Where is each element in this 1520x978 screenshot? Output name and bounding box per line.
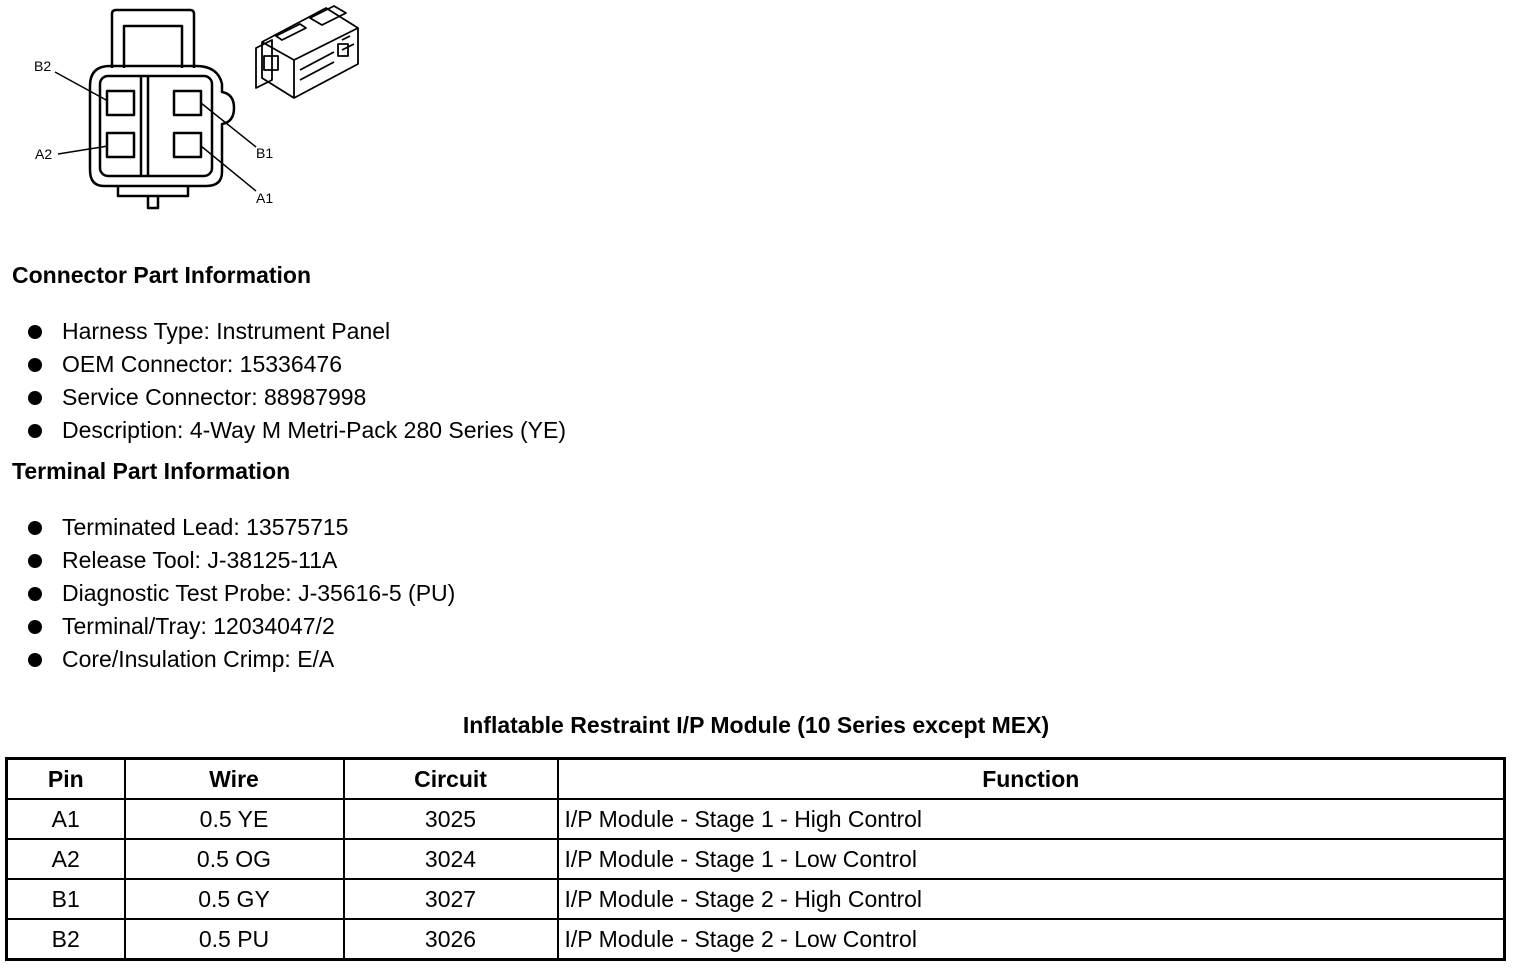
- terminal-part-info-heading: Terminal Part Information: [12, 458, 291, 484]
- wire-cell: 0.5 GY: [125, 879, 344, 919]
- pin-cell: B2: [7, 919, 125, 960]
- wire-cell: 0.5 YE: [125, 799, 344, 839]
- pin-cell: B1: [7, 879, 125, 919]
- function-cell: I/P Module - Stage 1 - Low Control: [558, 839, 1505, 879]
- table-row: [7, 919, 1505, 960]
- function-cell: I/P Module - Stage 2 - Low Control: [558, 919, 1505, 960]
- circuit-cell: 3027: [344, 879, 558, 919]
- bullet-icon: [28, 325, 42, 339]
- pin-callout-lines: [55, 72, 256, 191]
- table-row: [7, 879, 1505, 919]
- table-row: [7, 839, 1505, 879]
- connector-diagram: [0, 0, 380, 225]
- column-header-pin: Pin: [7, 759, 125, 800]
- bullet-icon: [28, 620, 42, 634]
- pin-table: [5, 757, 1506, 961]
- function-cell: I/P Module - Stage 1 - High Control: [558, 799, 1505, 839]
- pin-label-a2: A2: [35, 146, 53, 162]
- pin-cell: A1: [7, 799, 125, 839]
- wire-cell: 0.5 OG: [125, 839, 344, 879]
- wire-cell: 0.5 PU: [125, 919, 344, 960]
- bullet-icon: [28, 358, 42, 372]
- table-header-row: [7, 759, 1505, 800]
- bullet-icon: [28, 587, 42, 601]
- bullet-icon: [28, 521, 42, 535]
- circuit-cell: 3026: [344, 919, 558, 960]
- connector-part-info-heading: Connector Part Information: [12, 262, 312, 288]
- pin-cell: A2: [7, 839, 125, 879]
- pin-label-b1: B1: [256, 145, 274, 161]
- connector-iso-view: [256, 6, 358, 98]
- function-cell: I/P Module - Stage 2 - High Control: [558, 879, 1505, 919]
- bullet-icon: [28, 424, 42, 438]
- bullet-icon: [28, 653, 42, 667]
- connector-face-view: [90, 10, 234, 208]
- circuit-cell: 3025: [344, 799, 558, 839]
- pin-label-a1: A1: [256, 190, 274, 206]
- table-row: [7, 799, 1505, 839]
- bullet-icon: [28, 391, 42, 405]
- pin-label-b2: B2: [34, 58, 52, 74]
- column-header-circuit: Circuit: [344, 759, 558, 800]
- column-header-function: Function: [558, 759, 1505, 800]
- column-header-wire: Wire: [125, 759, 344, 800]
- bullet-icon: [28, 554, 42, 568]
- circuit-cell: 3024: [344, 839, 558, 879]
- pin-table-title: Inflatable Restraint I/P Module (10 Series except MEX): [462, 712, 1050, 738]
